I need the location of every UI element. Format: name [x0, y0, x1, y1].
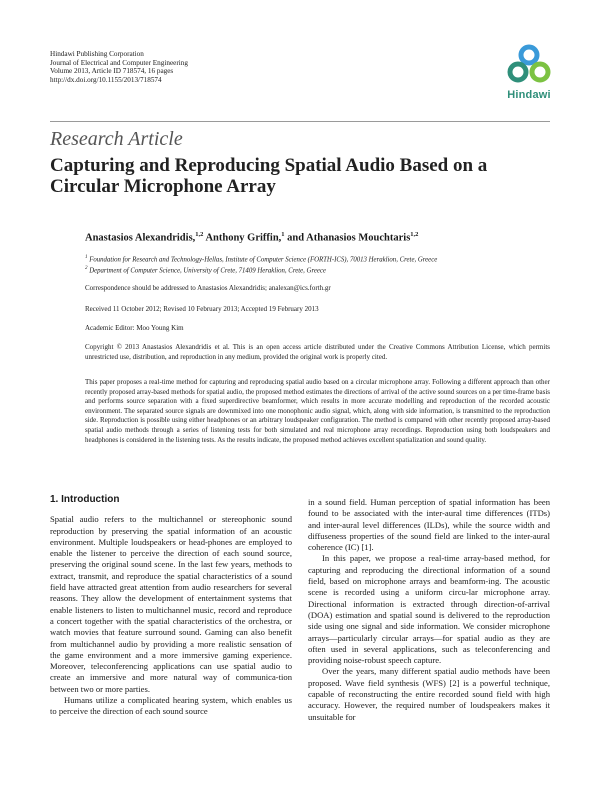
copyright-notice: Copyright © 2013 Anastasios Alexandridis et al. This is an open access article distributed under the Creative Commons Attribution License, which permits unrestricted use, distribution, and reproduction in any medium, provided the original work is properly cited.	[85, 343, 550, 361]
paragraph: Spatial audio refers to the multichannel or stereophonic sound reproduction by preserving the spatial information of an acoustic environment. Multiple loudspeakers or head-phones are employed to enable the listener to perceive the direction of each sound source, preserving the original sound scene. In the last few years, methods to extract, transmit, and reproduce the spatial characteristics of a sound field have attracted great attention from audio researchers for several reasons. They allow the development of entertainment systems that enable listeners to listen to multichannel music, record and reproduce a concert together with the spatial characteristics of the orchestra, or watch movies that feature surround sound. Gaming can also benefit from multichannel audio by providing a more realistic sensation of the game environment and a more immersive gaming experience. Moreover, teleconferencing applications can use spatial audio to create an immersive and more natural way of communica-tion between two or more parties.	[50, 514, 292, 694]
body-column-right	[308, 497, 550, 723]
volume-info: Volume 2013, Article ID 718574, 16 pages	[50, 67, 174, 76]
paragraph: Humans utilize a complicated hearing system, which enables us to perceive the direction of each sound source	[50, 695, 292, 717]
paragraph: Over the years, many different spatial audio methods have been proposed. Wave field synthesis (WFS) [2] is a powerful technique, capable of reconstructing the entire recorded sound field with high accuracy. However, the required number of loudspeakers makes it unsuitable for	[308, 666, 550, 722]
article-type: Research Article	[50, 128, 183, 150]
hindawi-logo	[494, 44, 564, 108]
section-heading: 1. Introduction	[50, 494, 120, 505]
journal-header	[50, 50, 188, 84]
journal-name: Journal of Electrical and Computer Engineering	[50, 58, 188, 67]
author-affil-mark: 1	[281, 231, 285, 238]
article-dates: Received 11 October 2012; Revised 10 February 2013; Accepted 19 February 2013	[85, 305, 319, 313]
author-name: Anthony Griffin,	[203, 232, 282, 244]
abstract: This paper proposes a real-time method for capturing and reproducing spatial audio based on a circular microphone array. Following a different approach than other recently proposed array-based methods for spatial audio, the proposed method estimates the directions of arrival of the active sound sources on a per time-frame basis and performs source separation with a fixed superdirective beamformer, which results in more accurate modelling and reproduction of the recorded acoustic environment. The separated source signals are downmixed into one monophonic audio signal, which, along with side information, is transmitted to the reproduction side. Reproduction is possible using either headphones or an arbitrary loudspeaker configuration. The method is compared with other recently proposed array-based spatial audio methods through a series of listening tests for both simulated and real microphone array recordings. Reproduction using both loudspeakers and headphones is considered in the listening tests. As the results indicate, the proposed method achieves excellent spatialization and sound quality.	[85, 378, 550, 444]
header-divider	[50, 121, 550, 122]
body-column-left	[50, 494, 292, 718]
affiliation	[85, 255, 437, 263]
paper-title: Capturing and Reproducing Spatial Audio Based on a Circular Microphone Array	[50, 155, 488, 197]
author-affil-mark: 1,2	[410, 231, 419, 238]
author-affil-mark: 1,2	[195, 231, 204, 238]
academic-editor: Academic Editor: Moo Young Kim	[85, 324, 184, 332]
author-name: Anastasios Alexandridis,	[85, 232, 196, 244]
affiliation-text: Foundation for Research and Technology-Hellas, Institute of Computer Science (FORTH-ICS), 70013 Heraklion, Crete, Greece	[89, 256, 438, 264]
affiliation-text: Department of Computer Science, University of Crete, 71409 Heraklion, Crete, Greece	[89, 267, 326, 275]
affiliation	[85, 266, 326, 274]
hindawi-logo-icon	[506, 44, 552, 88]
paragraph: In this paper, we propose a real-time array-based method, for capturing and reproducing the directional information of a sound field, based on microphone arrays and beamform-ing. The acoustic scene is recorded using a uniform circu-lar microphone array. Directional information is extracted through direction-of-arrival (DOA) estimation and spatial sound is delivered to the reproduction side using one signal and side information. We consider microphone arrays—particularly circular arrays—for spatial audio as they are often used in several applications, such as teleconferencing and providing noise-robust speech capture.	[308, 553, 550, 666]
publisher-name: Hindawi Publishing Corporation	[50, 50, 144, 58]
author-list	[85, 231, 418, 244]
correspondence: Correspondence should be addressed to Anastasios Alexandridis; analexan@ics.forth.gr	[85, 284, 331, 292]
affiliation-mark: 1	[85, 255, 88, 260]
doi-link[interactable]: http://dx.doi.org/10.1155/2013/718574	[50, 75, 162, 84]
logo-wordmark: Hindawi	[507, 89, 551, 101]
paragraph: in a sound field. Human perception of spatial information has been found to be associated with the inter-aural time differences (ITDs) and inter-aural level differences (ILDs), while the source width and diffuseness properties of the sound field are linked to the inter-aural coherence (IC) [1].	[308, 497, 550, 553]
affiliation-mark: 2	[85, 266, 88, 271]
author-name: and Athanasios Mouchtaris	[284, 232, 411, 244]
